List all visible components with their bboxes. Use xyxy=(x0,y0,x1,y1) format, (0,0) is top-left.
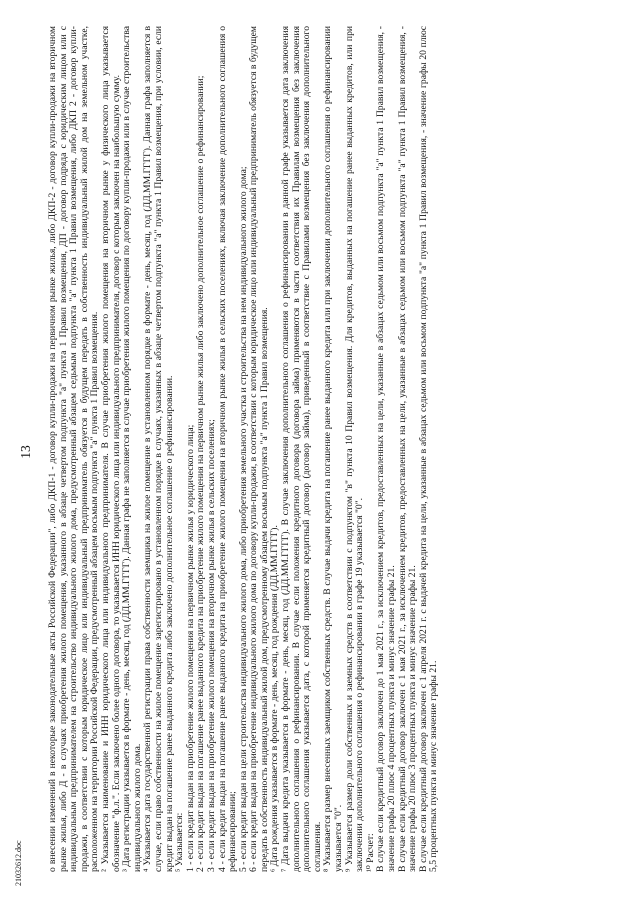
paragraph: 1 - если кредит выдан на приобретение жилого помещения на первичном рынке жилья у юридического лица; xyxy=(184,424,196,872)
paragraph: 4 - если кредит выдан на погашение ранее выданного кредита на приобретение жилого помещения на вторичном рынке жилья в сельских поселениях, включая заключение дополнительного соглашения о рефинансировании; xyxy=(216,26,239,872)
paragraph: ⁸ Указывается размер внесенных заемщиком собственных средств. В случае выдачи кредита на погашение ранее выданного кредита или при заключении дополнительного соглашения о рефинансировании указывается "0". xyxy=(322,26,345,872)
footer-filename: 21032612.doc xyxy=(14,840,23,886)
paragraph: В случае если кредитный договор заключен с 1 апреля 2021 г. с выдачей кредита на цели, указанные в абзацах седьмом или восьмом подпункта "а" пункта 1 Правил возмещения, - значение графы 20 плюс 5,5 процентных пункта и минус значение графы 21. xyxy=(417,26,440,872)
paragraph: В случае если кредитный договор заключен с 1 мая 2021 г., за исключением кредитов, предоставленных на цели, указанные в абзацах седьмом или восьмом подпункта "а" пункта 1 Правил возмещения, - значение графы 20 плюс 3 процентных пункта и минус значение графы 21. xyxy=(396,26,419,872)
paragraph: ⁴ Указывается дата государственной регистрации права собственности заемщика на жилое помещение в установленном порядке в формате - день, месяц, год (ДД.ММ.ГГГГ). Данная графа заполняется в случае, если право собственности на жилое помещение зарегистрировано в установленном порядке в случаях, указанных в абзаце четвертом подпункта "а" пункта 1 Правил возмещения, при условии, если кредит выдан на погашение ранее выданного кредита либо заключено дополнительное соглашение о рефинансировании. xyxy=(142,26,175,872)
paragraph: о внесении изменений в некоторые законодательные акты Российской Федерации", либо ДКП-1 - договор купли-продажи на первичном рынке жилья, либо ДКП-2 - договор купли-продажи на вторичном рынке жилья, либо Д - в случаях приобретения жилого помещения, указанного в абзаце четвертом подпункта "а" пункта 1 Правил возмещения, ДП - договор подряда с юридическим лицом или с индивидуальным предпринимателем на строительство индивидуального жилого дома, предусмотренный абзацем седьмым подпункта "а" пункта 1 Правил возмещения, либо ДКП 2 - договор купли-продажи, в соответствии с которым юридическое лицо или индивидуальный предприниматель обязуется в будущем передать в собственность индивидуальный жилой дом на земельном участке, расположенном на территории Российской Федерации, предусмотренный абзацем восьмым подпункта "а" пункта 1 Правил возмещения. xyxy=(47,26,101,872)
rotated-content xyxy=(18,22,608,882)
paragraph: 2 - если кредит выдан на погашение ранее выданного кредита на приобретение жилого помещения на первичном рынке жилья либо заключено дополнительное соглашение о рефинансировании; xyxy=(195,75,207,872)
paragraph: 6 - если кредит выдан на приобретение индивидуального жилого дома по договору купли-продажи, в соответствии с которым юридическое лицо или индивидуальный предприниматель обязуется в будущем передать в собственность индивидуальный жилой дом, предусмотренному абзацем восьмым подпункта "а" пункта 1 Правил возмещения. xyxy=(248,26,270,872)
paragraph: ⁹ Указывается размер доли собственных и заемных средств в соответствии с подпунктом "в" пункта 10 Правил возмещения. Для кредитов, выданных на погашение ранее выданных кредитов, или при заключении дополнительного соглашения о рефинансировании в графе 19 указывается "0". xyxy=(343,26,366,872)
paragraph: ⁶ Дата рождения указывается в формате - день, месяц, год рождения (ДД.ММ.ГГГГ). xyxy=(269,525,281,872)
paragraph: ⁵ Указывается: xyxy=(174,812,186,872)
footnotes-text xyxy=(48,26,440,872)
paragraph: 5 - если кредит выдан на цели строительства индивидуального жилого дома, либо приобретения земельного участка и строительства на нем индивидуального жилого дома; xyxy=(237,166,249,872)
paragraph: ² Указывается наименование и ИНН юридического лица или индивидуального предпринимателя. В случае приобретения жилого помещения на вторичном рынке у физического лица указывается обозначение "ф.л.". Если заключено более одного договора, то указывается ИНН юридического лица или индивидуального предпринимателя, договор с которым заключен на наибольшую сумму. xyxy=(99,26,122,872)
paragraph: ¹⁰ Расчет: xyxy=(364,833,376,872)
paragraph: ⁷ Дата выдачи кредита указывается в формате - день, месяц, год (ДД.ММ.ГГГГ). В случае заключения дополнительного соглашения о рефинансировании в данной графе указывается дата заключения дополнительного соглашения о рефинансировании. В случае если положения кредитного договора (договора займа) применяются в части соответствия их Правилам возмещения без заключения дополнительного соглашения указывается дата, с которой применяется кредитный договор (договор займа), приведенный в соответствие с Правилами возмещения без заключения дополнительного соглашения. xyxy=(280,26,323,872)
paragraph: В случае если кредитный договор заключен до 1 мая 2021 г., за исключением кредитов, предоставленных на цели, указанные в абзацах седьмом или восьмом подпункта "а" пункта 1 Правил возмещения, - значение графы 20 плюс 4 процентных пункта и минус значение графы 21. xyxy=(375,26,397,872)
page-number: 13 xyxy=(18,445,33,459)
paragraph: ³ Дата регистрации указывается в формате - день, месяц, год (ДД.ММ.ГГГГ). Данная графа не заполняется в случае приобретения жилого помещения по договору купли-продажи или в случае строительства индивидуального жилого дома. xyxy=(121,26,143,872)
paragraph: 3 - если кредит выдан на приобретение жилого помещения на вторичном рынке жилья в сельских поселениях; xyxy=(205,419,217,872)
